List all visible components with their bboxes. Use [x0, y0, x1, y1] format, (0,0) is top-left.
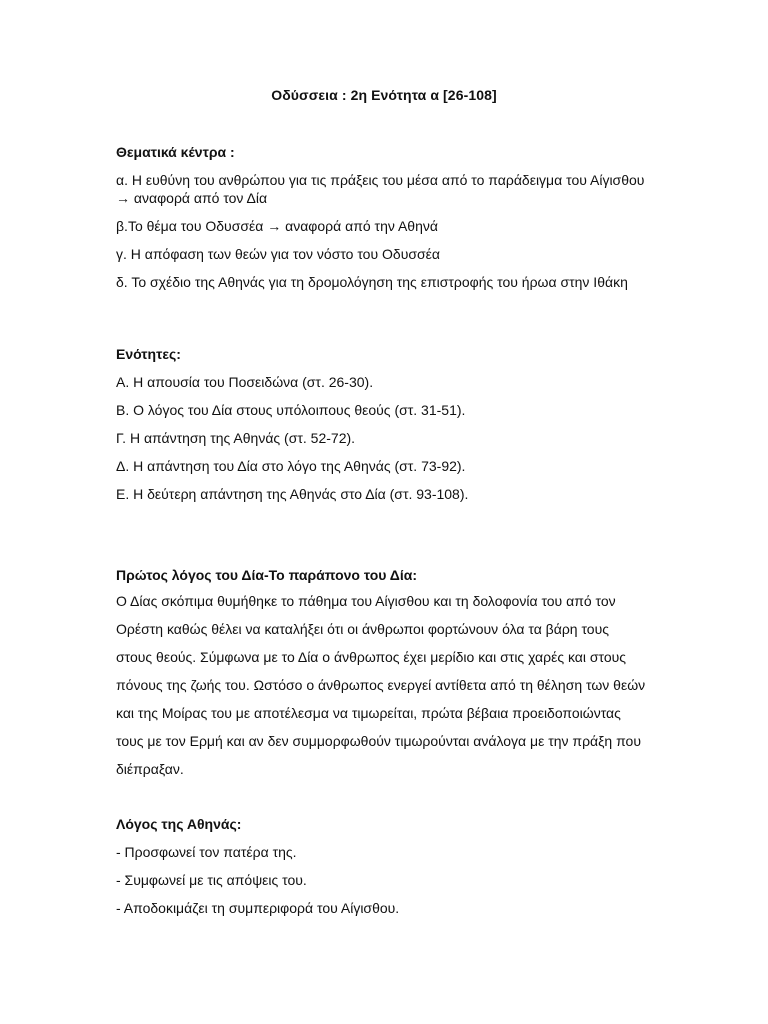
unit-item-b: Β. Ο λόγος του Δία στους υπόλοιπους θεούς (στ. 31-51).: [116, 402, 466, 418]
units-section: [116, 345, 656, 503]
athena-item-1: - Προσφωνεί τον πατέρα της.: [116, 844, 297, 860]
thematic-item-d: δ. Το σχέδιο της Αθηνάς για τη δρομολόγηση της επιστροφής του ήρωα στην Ιθάκη: [116, 274, 628, 290]
athena-speech-heading: Λόγος της Αθηνάς:: [116, 816, 242, 832]
zeus-speech-section: [116, 566, 646, 783]
unit-item-e: Ε. Η δεύτερη απάντηση της Αθηνάς στο Δία (στ. 93-108).: [116, 486, 469, 502]
zeus-speech-paragraph: Ο Δίας σκόπιμα θυμήθηκε το πάθημα του Αίγισθου και τη δολοφονία του από τον Ορέστη καθώς θέλει να καταλήξει ότι οι άνθρωποι φορτώνουν όλα τα βάρη τους στους θεούς. Σύμφωνα με το Δία ο άνθρωπος έχει μερίδιο και στις χαρές και στους πόνους της ζωής του. Ωστόσο ο άνθρωπος ενεργεί αντίθετα από τη θέληση των θεών και της Μοίρας του με αποτέλεσμα να τιμωρείται, πρώτα βέβαια προειδοποιώντας τους με τον Ερμή και αν δεν συμμορφωθούν τιμωρούνται ανάλογα με την πράξη που διέπραξαν.: [116, 593, 646, 777]
unit-item-c: Γ. Η απάντηση της Αθηνάς (στ. 52-72).: [116, 430, 356, 446]
thematic-item-b: β.Το θέμα του Οδυσσέα → αναφορά από την Αθηνά: [116, 218, 438, 234]
document-title: Οδύσσεια : 2η Ενότητα α [26-108]: [271, 87, 497, 103]
athena-item-2: - Συμφωνεί με τις απόψεις του.: [116, 872, 307, 888]
thematic-centers-section: [116, 143, 656, 302]
thematic-item-c: γ. Η απόφαση των θεών για τον νόστο του Οδυσσέα: [116, 246, 440, 262]
thematic-item-a: α. Η ευθύνη του ανθρώπου για τις πράξεις του μέσα από το παράδειγμα του Αίγισθου → αναφορά από τον Δία: [116, 172, 645, 206]
zeus-speech-heading: Πρώτος λόγος του Δία-Το παράπονο του Δία:: [116, 567, 418, 583]
athena-speech-section: [116, 815, 656, 917]
athena-item-3: - Αποδοκιμάζει τη συμπεριφορά του Αίγισθου.: [116, 900, 400, 916]
unit-item-a: Α. Η απουσία του Ποσειδώνα (στ. 26-30).: [116, 374, 374, 390]
thematic-centers-heading: Θεματικά κέντρα :: [116, 144, 235, 160]
units-heading: Ενότητες:: [116, 346, 181, 362]
unit-item-d: Δ. Η απάντηση του Δία στο λόγο της Αθηνάς (στ. 73-92).: [116, 458, 466, 474]
